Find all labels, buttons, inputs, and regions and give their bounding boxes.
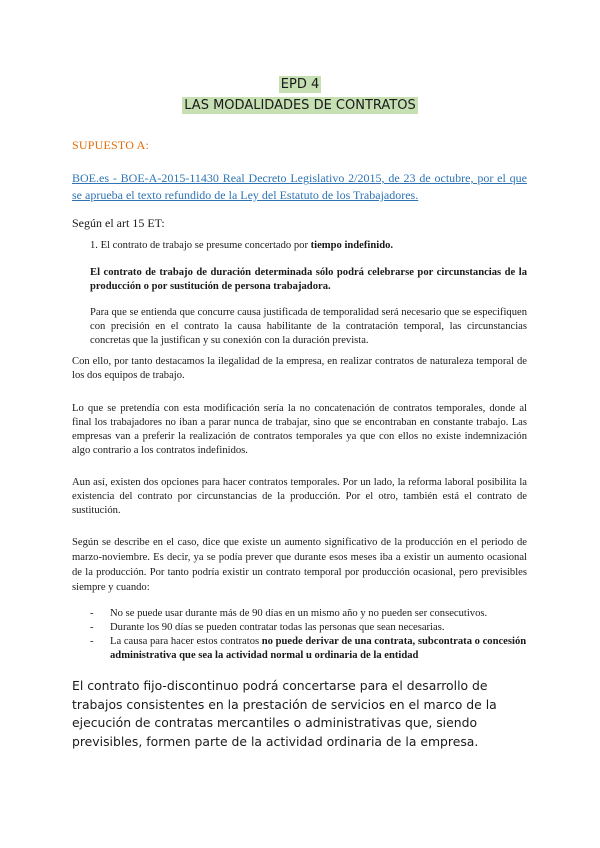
paragraph-modification: Lo que se pretendía con esta modificación sería la no concatenación de contratos temporales, donde al final los trabajadores no iban a parar nunca de trabajar, sino que se encontraban en constante trabajo. Las empresas van a preferir la realización de contratos temporales ya que con ellos no existe indemnización algo contrario a los contratos indefinidos. xyxy=(72,403,527,456)
list-item xyxy=(90,635,528,663)
list-item xyxy=(90,607,528,621)
article-item-1-bold: tiempo indefinido. xyxy=(310,240,394,251)
intro-text: Según el art 15 ET: xyxy=(72,216,165,230)
section-heading: SUPUESTO A: xyxy=(72,138,150,152)
document-title-line1 xyxy=(0,77,600,92)
paragraph-illegality: Con ello, por tanto destacamos la ilegalidad de la empresa, en realizar contratos de naturaleza temporal de los dos equipos de trabajo. xyxy=(72,356,527,381)
list-item xyxy=(90,621,528,635)
list-item-text: No se puede usar durante más de 90 días en un mismo año y no pueden ser consecutivos. xyxy=(110,608,488,619)
title-epd: EPD 4 xyxy=(280,77,320,92)
boe-reference-link[interactable]: BOE.es - BOE-A-2015-11430 Real Decreto Legislativo 2/2015, de 23 de octubre, por el que se aprueba el texto refundido de la Ley del Estatuto de los Trabajadores. xyxy=(72,171,527,202)
title-modalidades: LAS MODALIDADES DE CONTRATOS xyxy=(184,98,416,113)
article-item-3 xyxy=(72,306,527,348)
list-dash: - xyxy=(90,608,94,619)
article-item-2-text: El contrato de trabajo de duración determinada sólo podrá celebrarse por circunstancias de la producción o por sustitución de persona trabajadora. xyxy=(90,267,527,292)
article-item-3-text: Para que se entienda que concurre causa justificada de temporalidad será necesario que se especifiquen con precisión en el contrato la causa habilitante de la contratación temporal, las circunstancias concretas que la justifican y su conexión con la duración prevista. xyxy=(90,307,527,346)
article-item-1 xyxy=(90,240,528,251)
conditions-list xyxy=(90,607,528,663)
paragraph-options: Aun así, existen dos opciones para hacer contratos temporales. Por un lado, la reforma laboral posibilita la existencia del contrato por circunstancias de la producción. Por el otro, también está el contrato de sustitución. xyxy=(72,477,527,516)
final-paragraph: El contrato fijo-discontinuo podrá concertarse para el desarrollo de trabajos consistentes en la prestación de servicios en el marco de la ejecución de contratas mercantiles o administrativas que, siendo previsibles, formen parte de la actividad ordinaria de la empresa. xyxy=(72,678,497,749)
paragraph-case: Según se describe en el caso, dice que existe un aumento significativo de la producción en el periodo de marzo-noviembre. Es decir, ya se podía prever que durante esos meses iba a existir un aumento ocasional de la producción. Por tanto podría existir un contrato temporal por producción ocasional, pero previsibles siempre y cuando: xyxy=(72,537,527,593)
document-title-line2 xyxy=(0,98,600,113)
list-item-text: Durante los 90 días se pueden contratar todas las personas que sean necesarias. xyxy=(110,622,445,633)
article-item-2 xyxy=(72,266,527,294)
list-item-text: La causa para hacer estos contratos xyxy=(110,636,262,647)
list-dash: - xyxy=(90,636,94,647)
article-item-1-text: 1. El contrato de trabajo se presume concertado por xyxy=(90,240,311,251)
list-item-bold: no puede derivar de una contrata, subcontrata o concesión administrativa que sea la actividad normal u ordinaria de la entidad xyxy=(110,636,527,661)
list-dash: - xyxy=(90,622,94,633)
